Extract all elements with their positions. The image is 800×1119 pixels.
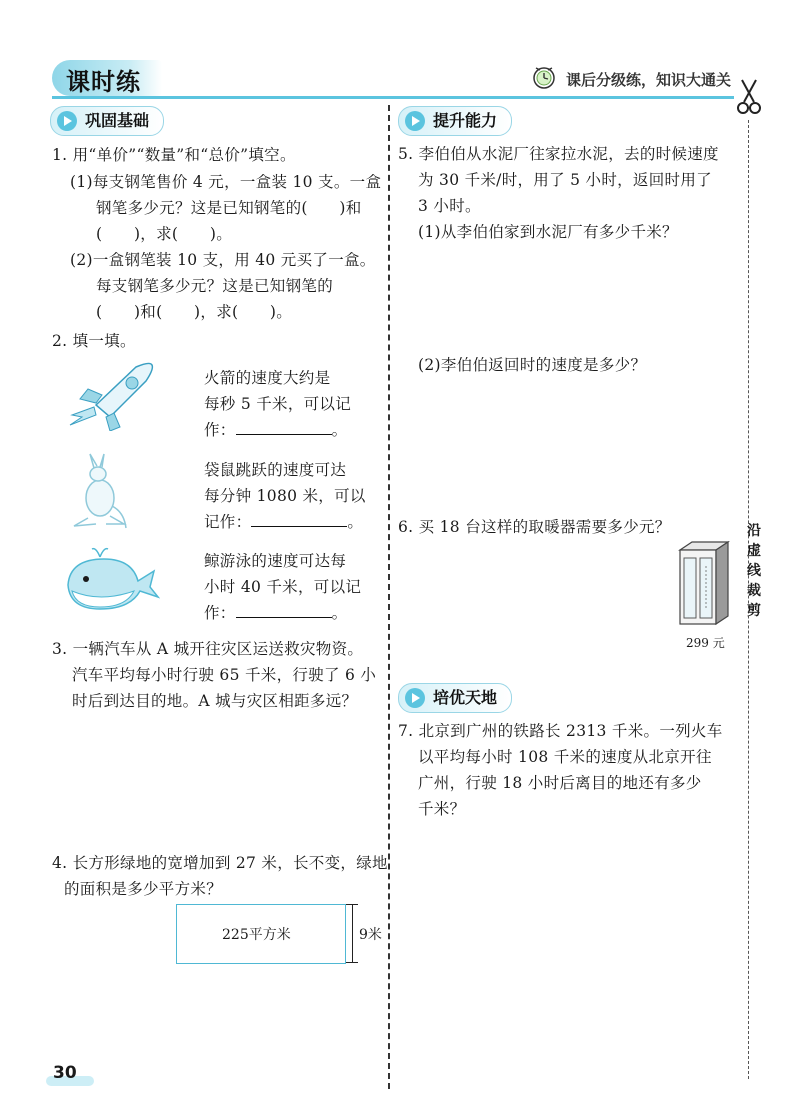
q1-p2-line2: 每支钢笔多少元？这是已知钢笔的 bbox=[96, 277, 334, 295]
q4-line2: 的面积是多少平方米？ bbox=[64, 880, 223, 898]
clock-icon bbox=[531, 64, 557, 90]
whale-text-line1: 鲸游泳的速度可达每 bbox=[204, 552, 347, 570]
q5-line3: 3 小时。 bbox=[418, 197, 481, 215]
kangaroo-text-line1: 袋鼠跳跃的速度可达 bbox=[204, 461, 347, 479]
width-label: 9米 bbox=[359, 927, 382, 943]
section-header-basic: 巩固基础 bbox=[50, 106, 164, 136]
q4-line1: 4. 长方形绿地的宽增加到 27 米，长不变，绿地 bbox=[52, 854, 388, 872]
whale-answer-blank[interactable] bbox=[236, 603, 332, 618]
q2-stem: 2. 填一填。 bbox=[52, 332, 136, 350]
cut-label: 沿 虚 线 裁 剪 bbox=[747, 523, 761, 619]
section-header-advanced: 培优天地 bbox=[398, 683, 512, 713]
play-icon bbox=[405, 111, 425, 131]
q5-part1: (1)从李伯伯家到水泥厂有多少千米？ bbox=[418, 223, 678, 241]
kangaroo-text-line2: 每分钟 1080 米，可以 bbox=[204, 487, 366, 505]
q3-line2: 汽车平均每小时行驶 65 千米，行驶了 6 小 bbox=[72, 666, 377, 684]
whale-text-line2: 小时 40 千米，可以记 bbox=[204, 578, 362, 596]
q7-line1: 7. 北京到广州的铁路长 2313 千米。一列火车 bbox=[398, 722, 723, 740]
whale-icon bbox=[60, 545, 160, 615]
q5-part2: (2)李伯伯返回时的速度是多少？ bbox=[418, 356, 647, 374]
q3-line3: 时后到达目的地。A 城与灾区相距多远？ bbox=[72, 692, 358, 710]
q1-stem: 1. 用“单价”“数量”和“总价”填空。 bbox=[52, 146, 296, 164]
width-dimension-top bbox=[346, 904, 358, 905]
kangaroo-answer-blank[interactable] bbox=[251, 512, 347, 527]
heater-icon bbox=[676, 540, 730, 628]
q1-p1-line1: (1)每支钢笔售价 4 元，一盒装 10 支。一盒 bbox=[70, 173, 382, 191]
kangaroo-text-line3: 记作： 。 bbox=[204, 513, 364, 531]
header-tagline: 课后分级练，知识大通关 bbox=[566, 71, 732, 89]
rocket-text-line3: 作： 。 bbox=[204, 421, 348, 439]
area-label: 225平方米 bbox=[222, 927, 291, 943]
whale-text-line3: 作： 。 bbox=[204, 604, 348, 622]
scissors-icon bbox=[736, 78, 762, 116]
column-divider bbox=[388, 105, 390, 1089]
kangaroo-icon bbox=[66, 452, 128, 530]
heater-price: 299 元 bbox=[686, 636, 725, 650]
rocket-text-line1: 火箭的速度大约是 bbox=[204, 369, 331, 387]
header-rule bbox=[52, 96, 734, 99]
q7-line2: 以平均每小时 108 千米的速度从北京开往 bbox=[418, 748, 712, 766]
rocket-icon bbox=[66, 355, 160, 431]
q3-line1: 3. 一辆汽车从 A 城开往灾区运送救灾物资。 bbox=[52, 640, 364, 658]
section-header-improve: 提升能力 bbox=[398, 106, 512, 136]
q6-line1: 6. 买 18 台这样的取暖器需要多少元？ bbox=[398, 518, 671, 536]
q7-line3: 广州，行驶 18 小时后离目的地还有多少 bbox=[418, 774, 702, 792]
rocket-text-line2: 每秒 5 千米，可以记 bbox=[204, 395, 352, 413]
width-dimension-bottom bbox=[346, 962, 358, 963]
q7-line4: 千米？ bbox=[418, 800, 466, 818]
width-dimension-line bbox=[352, 904, 353, 962]
play-icon bbox=[57, 111, 77, 131]
q1-p2-line1: (2)一盒钢笔装 10 支，用 40 元买了一盒。 bbox=[70, 251, 376, 269]
play-icon bbox=[405, 688, 425, 708]
q1-p1-line2: 钢笔多少元？这是已知钢笔的( )和 bbox=[96, 199, 362, 217]
page-number: 30 bbox=[53, 1063, 77, 1083]
q1-p2-line3: ( )和( )，求( )。 bbox=[96, 303, 293, 321]
brand-title: 课时练 bbox=[66, 68, 141, 96]
q1-p1-line3: ( )，求( )。 bbox=[96, 225, 232, 243]
rocket-answer-blank[interactable] bbox=[236, 420, 332, 435]
q5-line1: 5. 李伯伯从水泥厂往家拉水泥，去的时候速度 bbox=[398, 145, 719, 163]
q5-line2: 为 30 千米/时，用了 5 小时，返回时用了 bbox=[418, 171, 712, 189]
